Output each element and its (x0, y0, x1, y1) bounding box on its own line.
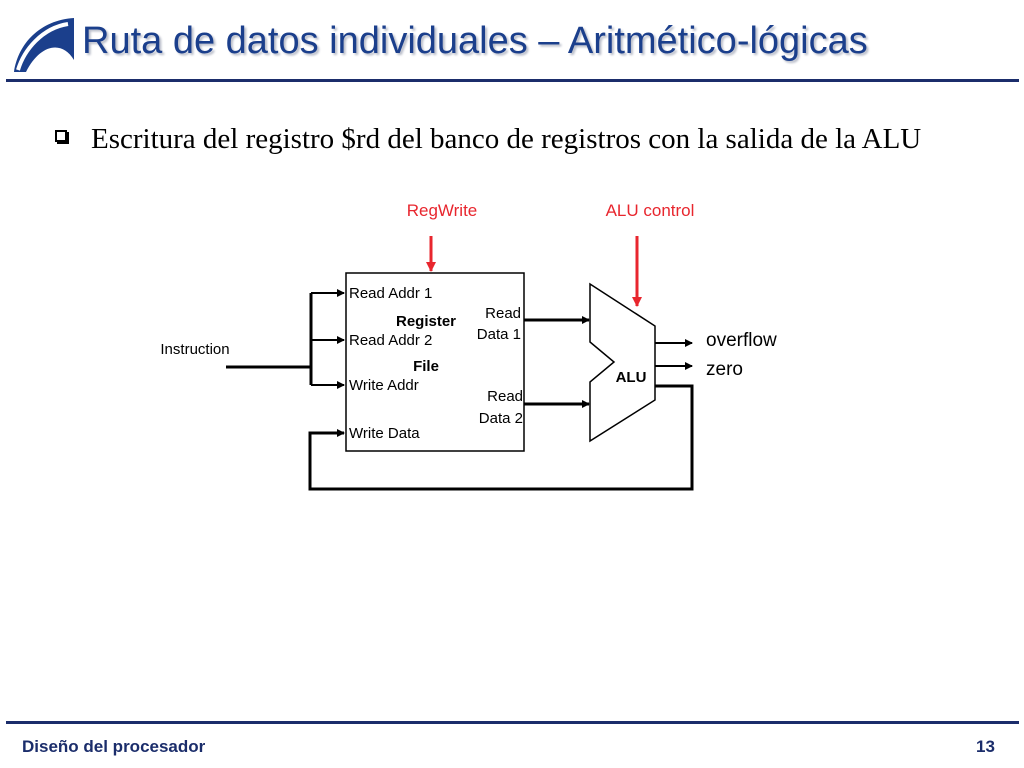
zero-label: zero (706, 359, 743, 380)
read-data-2-label: Read (487, 388, 523, 405)
write-addr-label: Write Addr (349, 377, 419, 394)
alu-shape (590, 284, 655, 441)
register-file-name-2: File (413, 358, 439, 375)
read-data-1-label-2: Data 1 (476, 326, 521, 343)
overflow-label: overflow (706, 330, 777, 351)
regwrite-label: RegWrite (406, 201, 478, 220)
write-data-label: Write Data (349, 425, 420, 442)
footer-title: Diseño del procesador (22, 737, 206, 756)
page-number: 13 (976, 737, 995, 756)
alu-label: ALU (615, 369, 647, 386)
footer-divider (6, 721, 1019, 724)
read-data-1-label: Read (485, 305, 521, 322)
bullet-text: Escritura del registro $rd del banco de registros con la salida de la ALU (91, 123, 922, 155)
read-addr-2-label: Read Addr 2 (349, 332, 433, 349)
instruction-label: Instruction (160, 341, 230, 358)
page-title: Ruta de datos individuales – Aritmético-lógicas (82, 20, 868, 62)
read-data-2-label-2: Data 2 (478, 410, 523, 427)
register-file-name: Register (395, 313, 457, 330)
read-addr-1-label: Read Addr 1 (349, 285, 433, 302)
alu-control-label: ALU control (605, 201, 695, 220)
